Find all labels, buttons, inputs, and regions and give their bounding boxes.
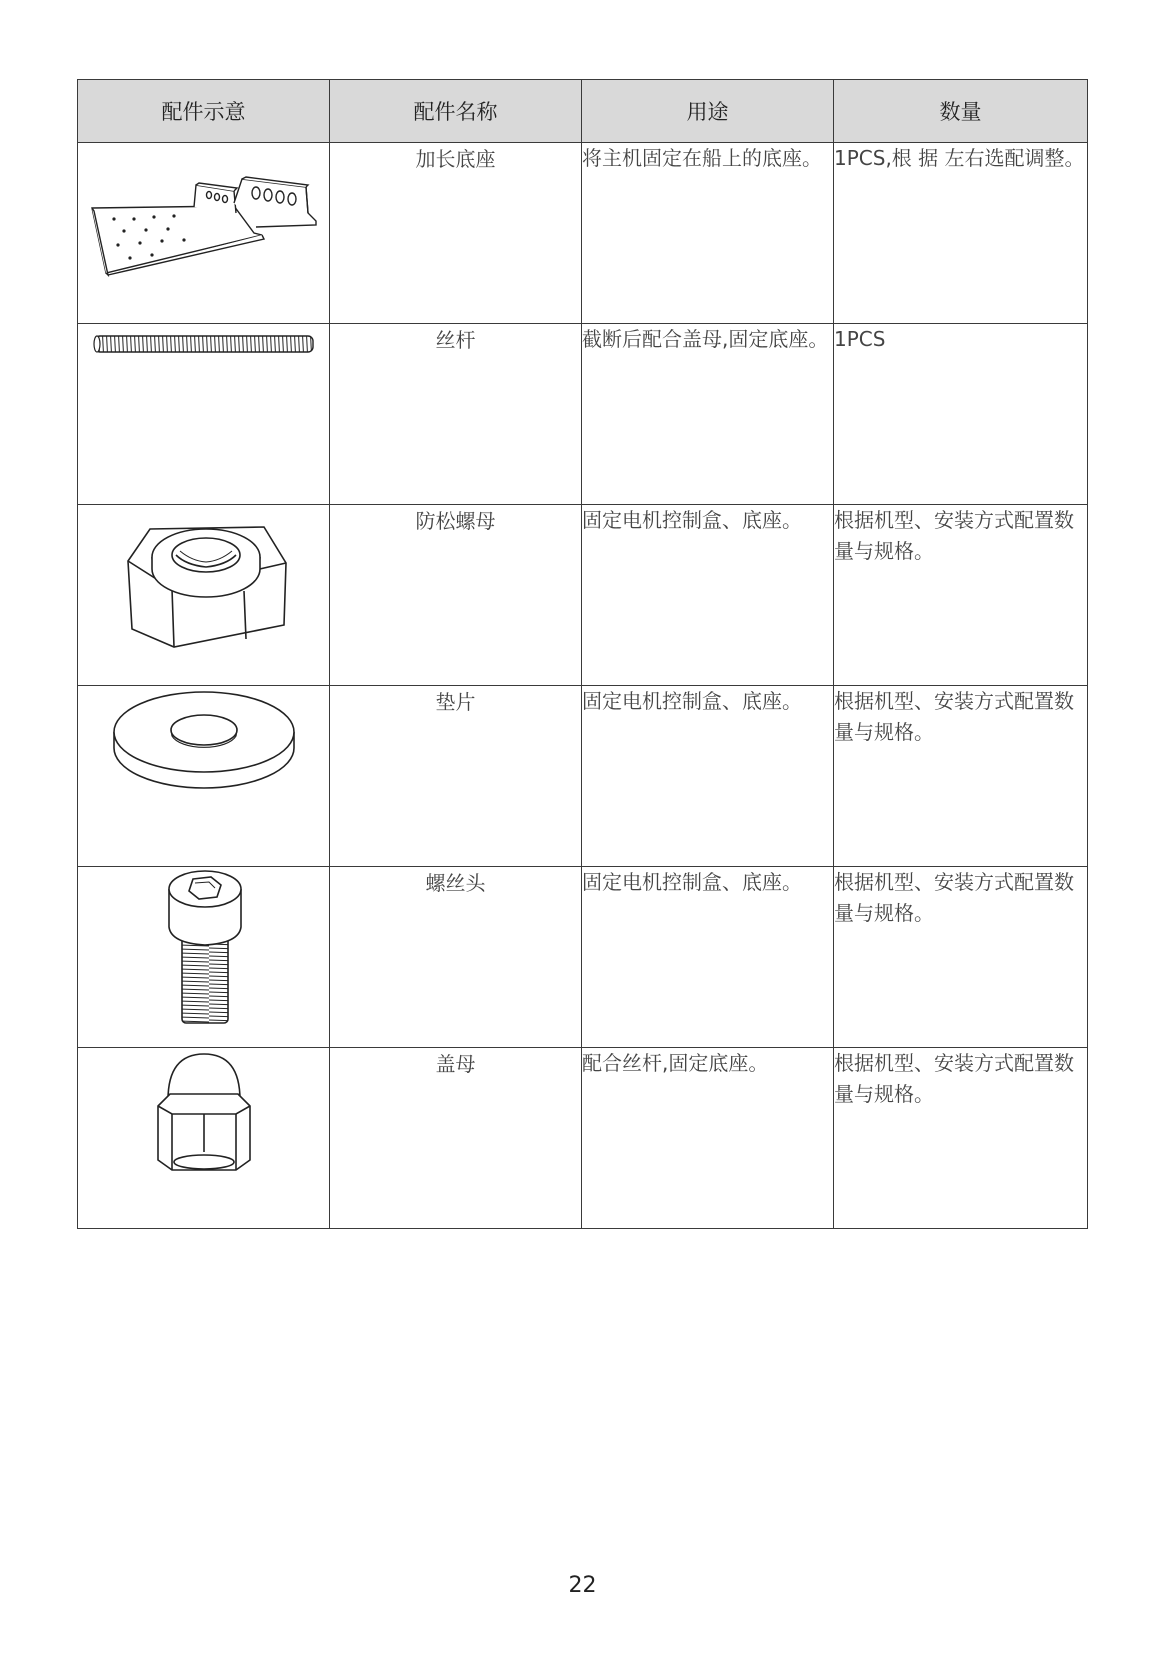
- lock-nut-illustration: [114, 505, 294, 655]
- extended-base-plate-illustration: [84, 143, 324, 283]
- illustration-cell: [78, 505, 330, 686]
- illustration-cell: [78, 686, 330, 867]
- washer-illustration: [104, 686, 304, 796]
- hex-socket-screw-illustration: [149, 867, 259, 1027]
- header-illustration: 配件示意: [78, 80, 330, 143]
- table-row: [78, 867, 1088, 1048]
- part-quantity: 1PCS,根 据 左右选配调整。: [834, 143, 1088, 324]
- part-purpose: 截断后配合盖母,固定底座。: [582, 324, 834, 505]
- accessories-table: [77, 79, 1088, 1229]
- illustration-cell: [78, 867, 330, 1048]
- page-number: 22: [568, 1573, 597, 1598]
- part-purpose: 固定电机控制盒、底座。: [582, 505, 834, 686]
- part-name: 丝杆: [330, 324, 582, 505]
- table-row: [78, 143, 1088, 324]
- part-purpose: 将主机固定在船上的底座。: [582, 143, 834, 324]
- header-purpose: 用途: [582, 80, 834, 143]
- threaded-rod-illustration: [89, 324, 319, 364]
- illustration-cell: [78, 143, 330, 324]
- part-purpose: 固定电机控制盒、底座。: [582, 867, 834, 1048]
- part-name: 加长底座: [330, 143, 582, 324]
- part-quantity: 根据机型、安装方式配置数量与规格。: [834, 686, 1088, 867]
- header-name: 配件名称: [330, 80, 582, 143]
- part-name: 盖母: [330, 1048, 582, 1229]
- part-name: 螺丝头: [330, 867, 582, 1048]
- part-name: 防松螺母: [330, 505, 582, 686]
- illustration-cell: [78, 324, 330, 505]
- part-quantity: 1PCS: [834, 324, 1088, 505]
- part-name: 垫片: [330, 686, 582, 867]
- table-header-row: [78, 80, 1088, 143]
- part-purpose: 固定电机控制盒、底座。: [582, 686, 834, 867]
- table-row: [78, 686, 1088, 867]
- header-quantity: 数量: [834, 80, 1088, 143]
- table-row: [78, 505, 1088, 686]
- table-row: [78, 324, 1088, 505]
- part-quantity: 根据机型、安装方式配置数量与规格。: [834, 1048, 1088, 1229]
- table-row: [78, 1048, 1088, 1229]
- part-quantity: 根据机型、安装方式配置数量与规格。: [834, 867, 1088, 1048]
- illustration-cell: [78, 1048, 330, 1229]
- part-purpose: 配合丝杆,固定底座。: [582, 1048, 834, 1229]
- cap-nut-illustration: [144, 1048, 264, 1178]
- part-quantity: 根据机型、安装方式配置数量与规格。: [834, 505, 1088, 686]
